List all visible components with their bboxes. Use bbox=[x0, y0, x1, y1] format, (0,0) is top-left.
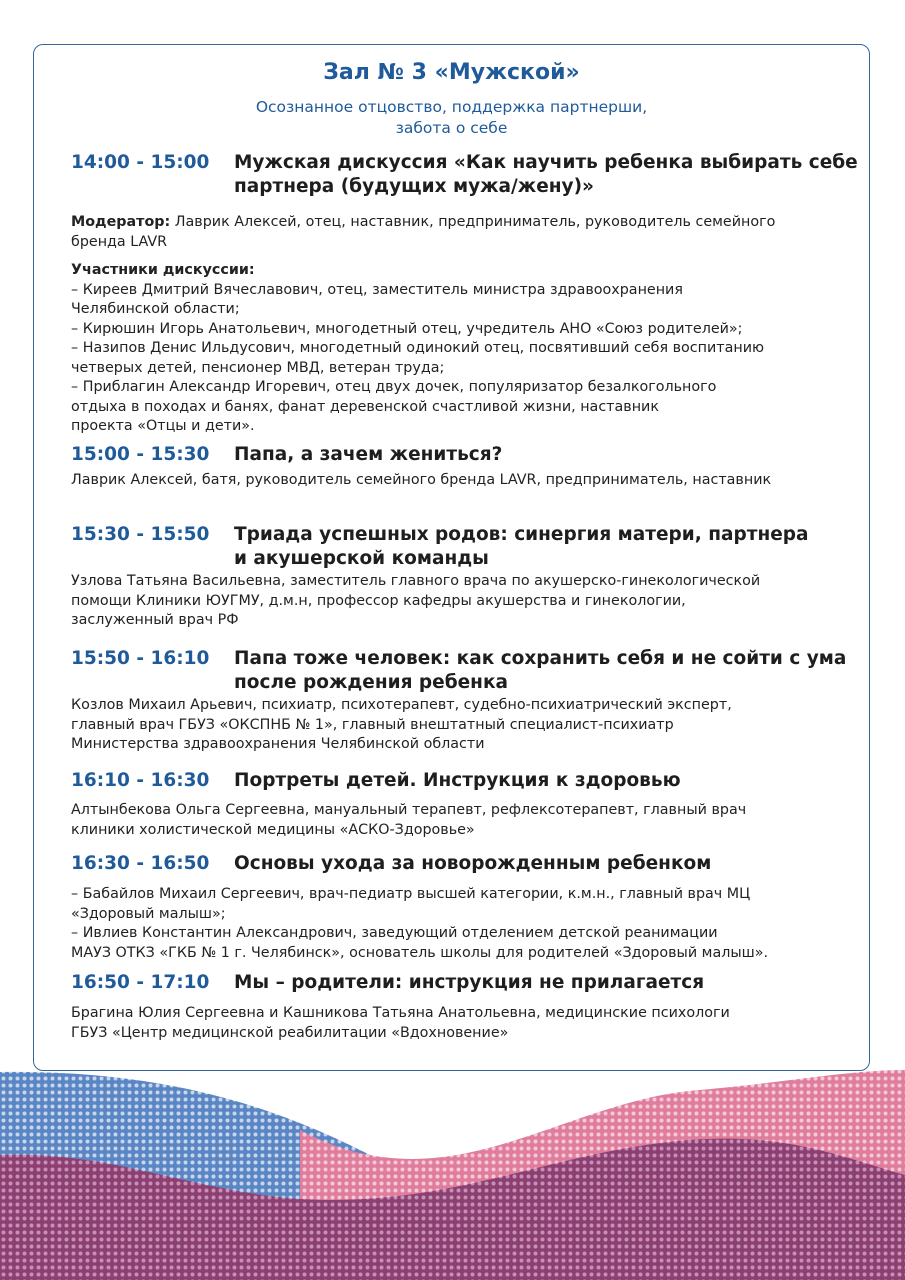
session-title-line: Триада успешных родов: синергия матери, партнера bbox=[234, 524, 809, 545]
session-1550 bbox=[71, 647, 861, 755]
session-speakers bbox=[71, 1004, 861, 1043]
speaker-line: ГБУЗ «Центр медицинской реабилитации «Вдохновение» bbox=[71, 1024, 509, 1041]
participant-line: – Кирюшин Игорь Анатольевич, многодетный отец, учредитель АНО «Союз родителей»; bbox=[71, 320, 743, 337]
hall-title: Зал № 3 «Мужской» bbox=[323, 60, 580, 85]
session-time: 15:30 - 15:50 bbox=[71, 524, 210, 545]
session-title-line: Мы – родители: инструкция не прилагается bbox=[234, 972, 705, 993]
session-title-line: Папа, а зачем жениться? bbox=[234, 444, 503, 465]
participants-label: Участники дискуссии: bbox=[71, 262, 255, 278]
speaker-line: – Ивлиев Константин Александрович, заведующий отделением детской реанимации bbox=[71, 925, 718, 941]
hall-subtitle-line: забота о себе bbox=[395, 119, 508, 137]
participants-block bbox=[71, 261, 861, 437]
moderator-text: Лаврик Алексей, отец, наставник, предприниматель, руководитель семейного bbox=[170, 214, 776, 230]
session-time: 16:50 - 17:10 bbox=[71, 972, 210, 993]
decorative-waves bbox=[0, 1040, 905, 1280]
session-time: 15:00 - 15:30 bbox=[71, 444, 210, 465]
session-1610 bbox=[71, 769, 861, 840]
participant-line: четверых детей, пенсионер МВД, ветеран труда; bbox=[71, 359, 445, 376]
session-title bbox=[234, 443, 861, 467]
speaker-line: Министерства здравоохранения Челябинской области bbox=[71, 736, 485, 752]
speaker-line: клиники холистической медицины «АСКО-Здоровье» bbox=[71, 821, 475, 838]
session-time: 16:30 - 16:50 bbox=[71, 853, 210, 874]
session-title-line: и акушерской команды bbox=[234, 548, 489, 569]
moderator-line: бренда LAVR bbox=[71, 233, 168, 250]
session-title-line: партнера (будущих мужа/жену)» bbox=[234, 176, 594, 197]
session-speakers bbox=[71, 885, 861, 963]
participant-line: – Назипов Денис Ильдусович, многодетный одинокий отец, посвятивший себя воспитанию bbox=[71, 340, 765, 356]
session-time: 16:10 - 16:30 bbox=[71, 770, 210, 791]
session-title-line: Основы ухода за новорожденным ребенком bbox=[234, 853, 712, 874]
speaker-line: Узлова Татьяна Васильевна, заместитель главного врача по акушерско-гинекологической bbox=[71, 573, 761, 589]
session-speakers bbox=[71, 801, 861, 840]
participant-line: – Киреев Дмитрий Вячеславович, отец, заместитель министра здравоохранения bbox=[71, 281, 683, 298]
session-1400 bbox=[71, 151, 861, 437]
session-title-line: Портреты детей. Инструкция к здоровью bbox=[234, 770, 681, 791]
program-card bbox=[33, 44, 870, 1071]
session-time: 15:50 - 16:10 bbox=[71, 648, 210, 669]
speaker-line: главный врач ГБУЗ «ОКСПНБ № 1», главный внештатный специалист-психиатр bbox=[71, 716, 674, 733]
session-title bbox=[234, 151, 861, 199]
session-title-line: после рождения ребенка bbox=[234, 672, 508, 693]
session-speakers bbox=[71, 696, 861, 755]
session-1530 bbox=[71, 523, 861, 631]
moderator-label: Модератор: bbox=[71, 214, 171, 230]
speaker-line: помощи Клиники ЮУГМУ, д.м.н, профессор кафедры акушерства и гинекологии, bbox=[71, 592, 686, 609]
speaker-line: Брагина Юлия Сергеевна и Кашникова Татьяна Анатольевна, медицинские психологи bbox=[71, 1005, 730, 1021]
session-title-line: Папа тоже человек: как сохранить себя и не сойти с ума bbox=[234, 648, 847, 669]
hall-subtitle bbox=[34, 97, 869, 139]
session-title bbox=[234, 523, 861, 571]
speaker-line: заслуженный врач РФ bbox=[71, 612, 239, 628]
participant-line: отдыха в походах и банях, фанат деревенской счастливой жизни, наставник bbox=[71, 398, 659, 415]
session-speakers bbox=[71, 471, 861, 491]
speaker-line: – Бабайлов Михаил Сергеевич, врач-педиатр высшей категории, к.м.н., главный врач МЦ bbox=[71, 886, 751, 902]
session-time: 14:00 - 15:00 bbox=[71, 152, 210, 173]
session-1500 bbox=[71, 443, 861, 491]
session-1630 bbox=[71, 852, 861, 963]
speaker-line: Алтынбекова Ольга Сергеевна, мануальный терапевт, рефлексотерапевт, главный врач bbox=[71, 802, 747, 818]
session-title bbox=[234, 769, 861, 793]
hall-subtitle-line: Осознанное отцовство, поддержка партнерши, bbox=[255, 98, 648, 116]
speaker-line: Лаврик Алексей, батя, руководитель семейного бренда LAVR, предприниматель, наставник bbox=[71, 472, 772, 488]
speaker-line: Козлов Михаил Арьевич, психиатр, психотерапевт, судебно-психиатрический эксперт, bbox=[71, 697, 732, 713]
speaker-line: «Здоровый малыш»; bbox=[71, 905, 226, 922]
moderator-line bbox=[71, 213, 861, 233]
session-speakers bbox=[71, 572, 861, 631]
participant-line: Челябинской области; bbox=[71, 301, 240, 317]
session-1650 bbox=[71, 971, 861, 1043]
participant-line: – Приблагин Александр Игоревич, отец двух дочек, популяризатор безалкогольного bbox=[71, 379, 717, 395]
participant-line: проекта «Отцы и дети». bbox=[71, 418, 255, 434]
moderator-block bbox=[71, 213, 861, 252]
session-title bbox=[234, 971, 861, 995]
session-title-line: Мужская дискуссия «Как научить ребенка выбирать себе bbox=[234, 152, 858, 173]
session-title bbox=[234, 852, 861, 876]
session-title bbox=[234, 647, 861, 695]
speaker-line: МАУЗ ОТКЗ «ГКБ № 1 г. Челябинск», основатель школы для родителей «Здоровый малыш». bbox=[71, 944, 769, 961]
